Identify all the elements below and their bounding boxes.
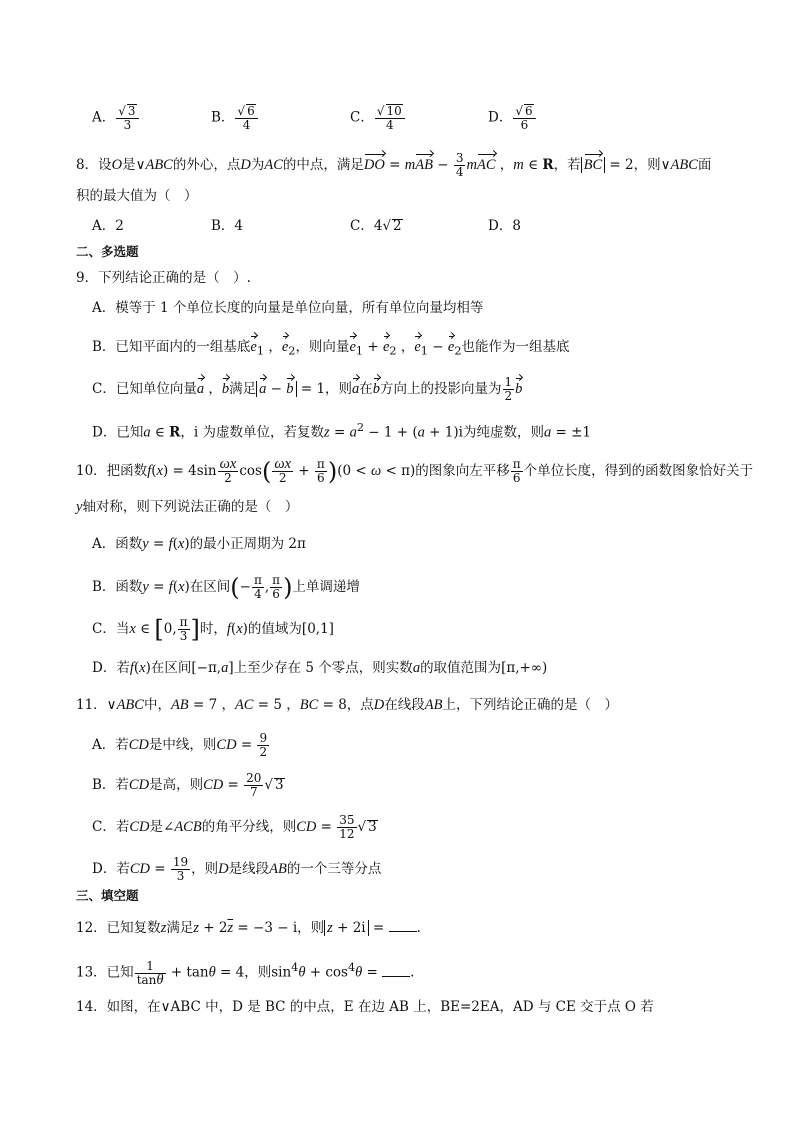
q7-option-b: B． √ $\frac{6}{4}$	[211, 104, 259, 132]
q8-option-b: B．4	[211, 218, 244, 234]
q8-stem: 8．设O是∨ABC的外心，点D为AC的中点，满足DO = mAB − $\frac{3}{4}$ mAC ，m ∈ R，若 BC = 2，则∨ABC面	[76, 151, 712, 179]
q10-option-d: D．若f(x)在区间[−π,a]上至少存在 5 个零点，则实数a的取值范围为[π,+∞)	[92, 660, 548, 676]
q8-stem-line2: 积的最大值为（ ）	[76, 188, 198, 204]
q8-option-d: D．8	[488, 218, 521, 234]
q8-option-c: C．4 √ 2	[350, 216, 403, 236]
q8-option-a: A．2	[92, 218, 124, 234]
q11-option-c: C．若CD是∠ACB的角平分线，则CD = $\frac{35}{12}$ √ 3	[92, 814, 378, 841]
q10-stem-line2: y轴对称，则下列说法正确的是（ ）	[76, 499, 299, 515]
q7-option-c: C． √ $\frac{10}{4}$	[350, 104, 406, 132]
q7-option-d: D． √ $\frac{6}{6}$	[488, 104, 537, 132]
q10-option-c: C．当x ∈ [0, $\frac{\pi}{3}$ ]时，f(x)的值域为[0,1]	[92, 615, 334, 644]
q7-option-a: A． √ $\frac{3}{3}$	[92, 104, 140, 132]
q13-answer-blank[interactable]	[382, 976, 410, 977]
q11-option-d: D．若CD = $\frac{19}{3}$ ，则D是线段AB的一个三等分点	[92, 855, 382, 883]
q9-stem: 9．下列结论正确的是（ ）.	[76, 270, 251, 286]
q10-stem: 10．把函数f(x) = 4sin $\frac{\omega x}{2}$ cos( $\frac{\omega x}{2}$ + $\frac{\pi}{6}$ )(0 < ω < π)的图象向左平移 $\frac{\pi}{6}$ 个单位长度，得到的函数图象恰好关于	[76, 456, 754, 486]
q10-option-a: A．函数y = f(x)的最小正周期为 2π	[92, 536, 306, 552]
q9-option-b: B．已知平面内的一组基底$e_1$ ，$e_2$，则向量$e_1 + e_2$ ，$e_1 - e_2$也能作为一组基底	[92, 339, 570, 358]
q13-stem: 13．已知 $\frac{1}{\tan\theta}$ + tanθ = 4，则$\sin^4\theta + \cos^4\theta$ = .	[76, 958, 415, 988]
q9-option-d: D．已知a ∈ R，i 为虚数单位，若复数$z = a^2 - 1 + (a + 1)i$为纯虚数，则a = ±1	[92, 421, 592, 441]
q11-option-b: B．若CD是高，则CD = $\frac{20}{7}$ √ 3	[92, 772, 285, 799]
q10-option-b: B．函数y = f(x)在区间(− $\frac{\pi}{4}$ , $\frac{\pi}{6}$ )上单调递增	[92, 573, 360, 602]
q9-option-a: A．模等于 1 个单位长度的向量是单位向量，所有单位向量均相等	[92, 300, 484, 316]
section-heading-fill-blank: 三、填空题	[76, 888, 139, 903]
section-heading-multi-choice: 二、多选题	[76, 244, 139, 259]
q9-option-c: C．已知单位向量a ，b满足 a − b = 1，则a在b方向上的投影向量为 $\frac{1}{2}$ b	[92, 375, 523, 403]
q11-stem: 11．∨ABC中，AB = 7 ，AC = 5 ，BC = 8，点D在线段AB上，下列结论正确的是（ ）	[76, 697, 618, 713]
q11-option-a: A．若CD是中线，则CD = $\frac{9}{2}$	[92, 731, 268, 759]
q14-stem: 14．如图，在∨ABC 中，D 是 BC 的中点，E 在边 AB 上，BE=2EA，AD 与 CE 交于点 O 若	[76, 999, 654, 1015]
q12-stem: 12．已知复数z满足$z + 2\overline{z} = -3 - i$，则 z + 2i = .	[76, 920, 421, 936]
q12-answer-blank[interactable]	[389, 931, 417, 932]
